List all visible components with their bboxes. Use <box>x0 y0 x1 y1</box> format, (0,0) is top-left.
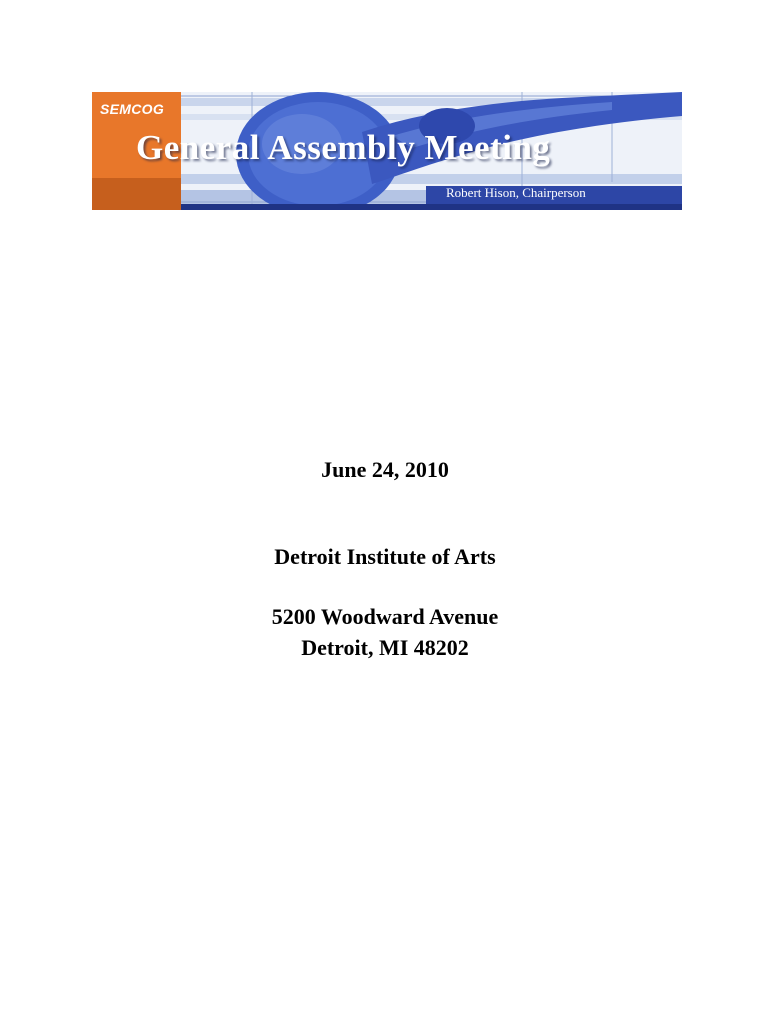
meeting-banner <box>92 92 682 210</box>
meeting-venue: Detroit Institute of Arts <box>274 544 496 569</box>
logo-strip <box>92 178 181 210</box>
chairperson-name: Robert Hison, Chairperson <box>446 185 586 200</box>
banner-title: General Assembly Meeting <box>136 128 551 167</box>
meeting-date: June 24, 2010 <box>321 457 449 482</box>
semcog-logo: SEMCOG <box>100 101 165 117</box>
address-city: Detroit, MI 48202 <box>301 635 469 660</box>
address-street: 5200 Woodward Avenue <box>271 604 499 629</box>
